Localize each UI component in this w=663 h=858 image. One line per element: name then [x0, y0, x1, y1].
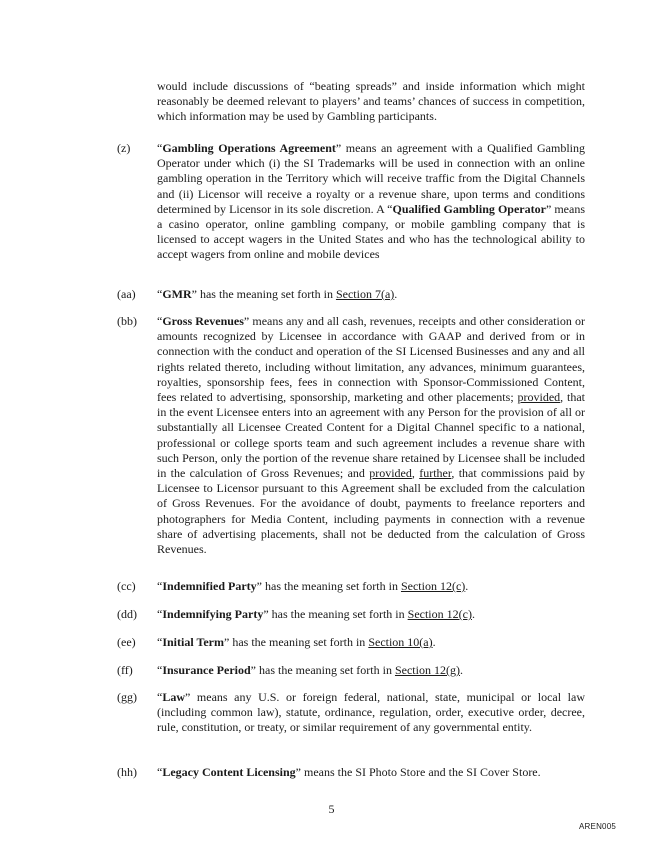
definition-text: ” has the meaning set forth in: [250, 663, 395, 677]
section-reference: Section 12(c): [400, 579, 466, 593]
definition-label: (hh): [117, 765, 137, 779]
quote-open: “: [157, 287, 163, 301]
definition-text: ,: [411, 466, 420, 481]
underlined-proviso: further: [419, 466, 452, 481]
definition-body: [157, 765, 585, 780]
definition-label: (ee): [117, 635, 136, 649]
section-reference: Section 12(g): [394, 663, 460, 677]
quote-open: “: [157, 314, 163, 328]
quote-open: “: [157, 141, 163, 155]
page-number: 5: [328, 802, 335, 816]
quote-open: “: [157, 765, 163, 779]
definition-label: (aa): [117, 287, 136, 301]
section-reference: Section 12(c): [407, 607, 472, 621]
definition-body: [157, 141, 585, 263]
underlined-proviso: provided: [369, 466, 412, 481]
definition-hh: [117, 765, 592, 780]
definition-end: .: [394, 287, 398, 301]
definition-z: [117, 141, 592, 263]
defined-term: Gambling Operations Agreement: [162, 141, 336, 155]
definition-body: [157, 663, 585, 678]
definition-bb: [117, 314, 592, 557]
definition-label: (cc): [117, 579, 136, 593]
definition-label: (bb): [117, 314, 137, 328]
definition-text: ” means a casino operator, online gambling company, or mobile gambling company that is licensed to accept wagers in the United States and who has the technological ability to accept wagers from online and mobile devices: [157, 201, 586, 262]
definition-end: .: [471, 607, 475, 621]
definition-label: (dd): [117, 607, 137, 621]
quote-open: “: [157, 663, 163, 677]
defined-term: Indemnified Party: [162, 579, 257, 593]
defined-term: Gross Revenues: [162, 314, 244, 328]
section-reference: Section 7(a): [335, 287, 395, 301]
definition-text: ” means any U.S. or foreign federal, national, state, municipal or local law (including common law), statute, ordinance, regulation, order, executive order, decree, rule, constitution, or treaty, or similar requirement of any governmental entity.: [157, 690, 585, 735]
quote-open: “: [157, 635, 163, 649]
quote-open: “: [157, 607, 163, 621]
defined-term: Initial Term: [162, 635, 225, 649]
definition-text: ” has the meaning set forth in: [263, 607, 408, 621]
definition-text: ” means the SI Photo Store and the SI Cover Store.: [295, 765, 541, 779]
definition-gg: [117, 690, 592, 736]
definition-end: .: [465, 579, 469, 593]
definition-ee: [117, 635, 592, 650]
defined-term: Insurance Period: [162, 663, 251, 677]
definition-end: .: [432, 635, 436, 649]
definition-text: ” has the meaning set forth in: [256, 579, 401, 593]
definition-body: [157, 314, 585, 557]
definition-body: [157, 287, 585, 302]
definition-label: (gg): [117, 690, 137, 704]
definition-text: ” means an agreement with a Qualified Gambling Operator under which (i) the SI Trademarks will be used in connection with an online gambling operation in the Territory which will receive traffic from the Digital Channels and (ii) Licensor will receive a royalty or a revenue share, upon terms and conditions determined by Licensor in its sole discretion. A “: [157, 141, 585, 216]
defined-term: GMR: [162, 287, 192, 301]
definition-body: [157, 690, 585, 736]
definition-text: ” means any and all cash, revenues, receipts and other consideration or amounts recognized by Licensee in accordance with GAAP and derived from or in connection with the conduct and operation of the SI Licensed Businesses and any and all rights related thereto, including without limitation, any advances, minimum guarantees, royalties, sponsorship fees, fees in connection with Sponsor-Commissioned Content, fees related to advertising, sponsorship, marketing and other placements;: [157, 314, 585, 405]
definition-text: ” has the meaning set forth in: [224, 635, 369, 649]
quote-open: “: [157, 690, 163, 704]
quote-open: “: [157, 579, 163, 593]
definition-text: , that in the event Licensee enters into an agreement with any Person for the provision of all or substantially all Licensee Created Content for a Digital Channel specific to a national, professional or college sports team and such agreement includes a revenue share with such Person, only the portion of the revenue share retained by Licensee shall be included in the calculation of Gross Revenues; and: [157, 390, 585, 481]
definition-body: [157, 579, 585, 594]
definition-text: , that commissions paid by Licensee to Licensor pursuant to this Agreement shall be excluded from the calculation of Gross Revenues. For the avoidance of doubt, payments to freelance reporters and photographers for Media Content, including payments in connection with a revenue share of advertising placements, shall not be deducted from the calculation of Gross Revenues.: [157, 466, 585, 557]
definition-body: [157, 635, 585, 650]
definition-dd: [117, 607, 592, 622]
definition-end: .: [459, 663, 463, 677]
definition-cc: [117, 579, 592, 594]
underlined-proviso: provided: [517, 390, 561, 405]
definition-label: (z): [117, 141, 131, 155]
bates-number: AREN005: [579, 822, 616, 831]
definition-text: ” has the meaning set forth in: [191, 287, 336, 301]
defined-term: Law: [162, 690, 185, 704]
defined-term: Qualified Gambling Operator: [392, 201, 546, 216]
definition-ff: [117, 663, 592, 678]
definition-aa: [117, 287, 592, 302]
section-reference: Section 10(a): [368, 635, 433, 649]
definition-body: [157, 607, 585, 622]
defined-term: Indemnifying Party: [162, 607, 264, 621]
continuation-paragraph: would include discussions of “beating spreads” and inside information which might reasonably be deemed relevant to players’ and teams’ chances of success in competition, which information may be used by Gambling participants.: [157, 79, 585, 124]
defined-term: Legacy Content Licensing: [162, 765, 296, 779]
definition-label: (ff): [117, 663, 133, 677]
